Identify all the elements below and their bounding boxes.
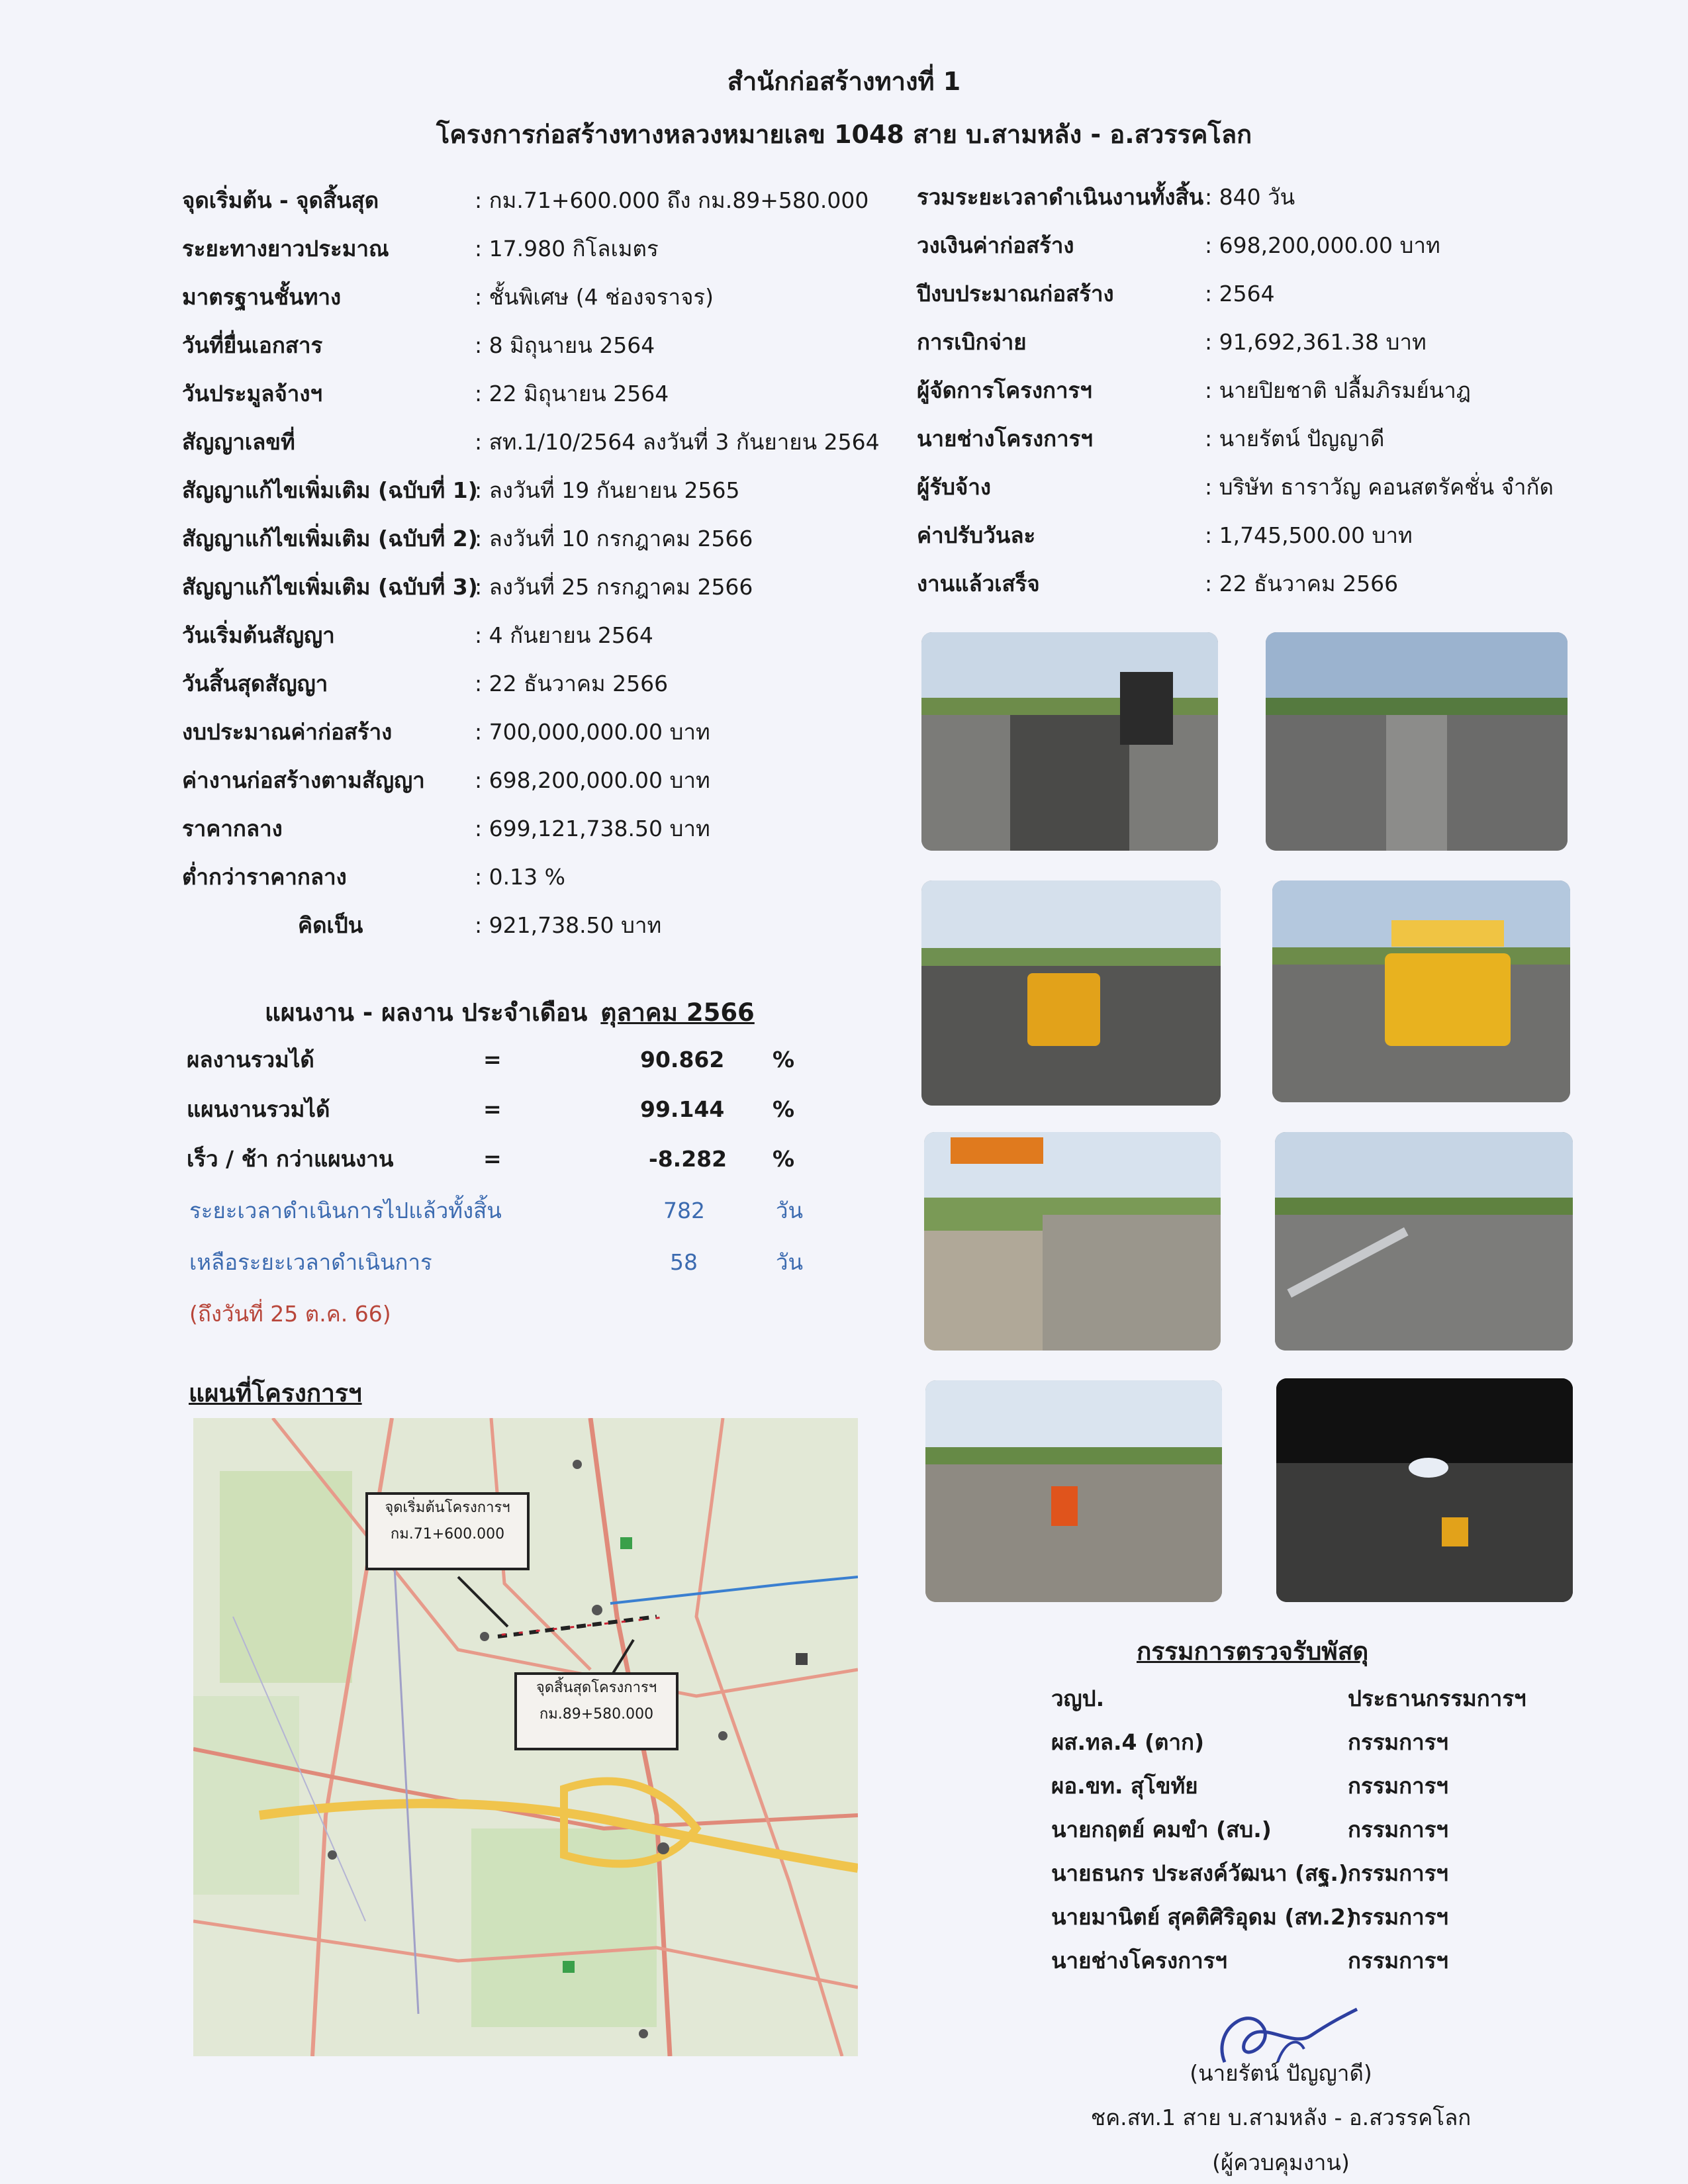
committee-role: กรรมการฯ <box>1348 1729 1448 1755</box>
plan-row: เร็ว / ช้า กว่าแผนงาน = -8.282 % <box>187 1146 795 1172</box>
construction-photo-roadside <box>924 1132 1221 1351</box>
signer-name: (นายรัตน์ ปัญญาดี) <box>1190 2060 1372 2086</box>
construction-photo-road <box>1266 632 1568 851</box>
office-title: สำนักก่อสร้างทางที่ 1 <box>727 67 961 96</box>
plan-row: ผลงานรวมได้ = 90.862 % <box>187 1047 795 1072</box>
plan-table <box>187 1045 835 1327</box>
project-map <box>193 1418 858 2056</box>
map-heading: แผนที่โครงการฯ <box>189 1379 362 1407</box>
construction-photo-paving <box>921 632 1218 851</box>
committee-heading: กรรมการตรวจรับพัสดุ <box>1137 1637 1369 1666</box>
as-of-date: (ถึงวันที่ 25 ต.ค. 66) <box>189 1301 391 1327</box>
committee-member: นายช่างโครงการฯ <box>1051 1948 1227 1973</box>
committee-role: กรรมการฯ <box>1348 1948 1448 1973</box>
committee-member: ผส.ทล.4 (ตาก) <box>1051 1729 1205 1755</box>
plan-row: แผนงานรวมได้ = 99.144 % <box>187 1096 795 1122</box>
remaining-row: เหลือระยะเวลาดำเนินการ 58 วัน <box>189 1249 804 1275</box>
end-point-callout: จุดสิ้นสุดโครงการฯ กม.89+580.000 <box>514 1672 679 1750</box>
elapsed-row: ระยะเวลาดำเนินการไปแล้วทั้งสิ้น 782 วัน <box>189 1198 804 1223</box>
committee-member: นายกฤตย์ คมขำ (สบ.) <box>1051 1817 1272 1842</box>
start-point-callout: จุดเริ่มต้นโครงการฯ กม.71+600.000 <box>365 1492 530 1570</box>
plan-month: ตุลาคม 2566 <box>600 998 755 1027</box>
committee-role: กรรมการฯ <box>1348 1817 1448 1842</box>
project-title: โครงการก่อสร้างทางหลวงหมายเลข 1048 สาย บ.สามหลัง - อ.สวรรคโลก <box>436 120 1252 149</box>
committee-role: ประธานกรรมการฯ <box>1348 1685 1526 1711</box>
construction-photo-median <box>925 1380 1222 1602</box>
construction-photo-roller <box>921 880 1221 1106</box>
committee-member: นายธนกร ประสงค์วัฒนา (สฐ.) <box>1051 1860 1349 1886</box>
committee-role: กรรมการฯ <box>1348 1860 1448 1886</box>
right-info-block: รวมระยะเวลาดำเนินงานทั้งสิ้น : 840 วัน วงเงินค่าก่อสร้าง : 698,200,000.00 บาท ปีงบประมาณก่อสร้าง : 2564 การเบิกจ่าย : 91,692,361.38 บาท ผู้จัดการโครงการฯ : นายปิยชาติ ปลื้มภิรมย์นาฎ นายช่างโครงการฯ : นายรัตน์ ปัญญาดี ผู้รับจ้าง : บริษัท ธาราวัญ คอนสตรัคชั่น จำกัด ค่าปรับวันละ : 1,745,500.00 บาท งานแล้วเสร็จ : 22 ธันวาคม 2566 <box>917 184 1554 596</box>
construction-photo-tire-roller <box>1272 880 1570 1102</box>
committee-role: กรรมการฯ <box>1348 1904 1448 1930</box>
left-info-block: จุดเริ่มต้น - จุดสิ้นสุด : กม.71+600.000 ถึง กม.89+580.000 ระยะทางยาวประมาณ : 17.980 กิโลเมตร มาตรฐานชั้นทาง : ชั้นพิเศษ (4 ช่องจราจร) วันที่ยื่นเอกสาร : 8 มิถุนายน 2564 วันประมูลจ้างฯ : 22 มิถุนายน 2564 สัญญาเลขที่ : สท.1/10/2564 ลงวันที่ 3 กันยายน 2564 สัญญาแก้ไขเพิ่มเติม (ฉบับที่ 1) : ลงวันที่ 19 กันยายน 2565 สัญญาแก้ไขเพิ่มเติม (ฉบับที่ 2) : ลงวันที่ 10 กรกฎาคม 2566 สัญญาแก้ไขเพิ่มเติม (ฉบับที่ 3) : ลงวันที่ 25 กรกฎาคม 2566 วันเริ่มต้นสัญญา : 4 กันยายน 2564 วันสิ้นสุดสัญญา : 22 ธันวาคม 2566 งบประมาณค่าก่อสร้าง : 700,000,000.00 บาท ค่างานก่อสร้างตามสัญญา : 698,200,000.00 บาท ราคากลาง : 699,121,738.50 บาท ต่ำกว่าราคากลาง : 0.13 % คิดเป็น : 921,738.50 บาท <box>182 187 880 938</box>
committee-member: วญป. <box>1051 1685 1105 1711</box>
construction-photo-guardrail <box>1275 1132 1573 1351</box>
committee-role: กรรมการฯ <box>1348 1773 1448 1799</box>
signer-role: (ผู้ควบคุมงาน) <box>1212 2150 1350 2175</box>
signer-position: ชค.สท.1 สาย บ.สามหลัง - อ.สวรรคโลก <box>1090 2105 1472 2130</box>
plan-heading: แผนงาน - ผลงาน ประจำเดือน ตุลาคม 2566 <box>265 998 755 1027</box>
committee-member: ผอ.ขท. สุโขทัย <box>1051 1773 1198 1799</box>
construction-photo-night <box>1276 1378 1573 1602</box>
committee-member: นายมานิตย์ สุคติศิริอุดม (สท.2) <box>1051 1904 1356 1930</box>
